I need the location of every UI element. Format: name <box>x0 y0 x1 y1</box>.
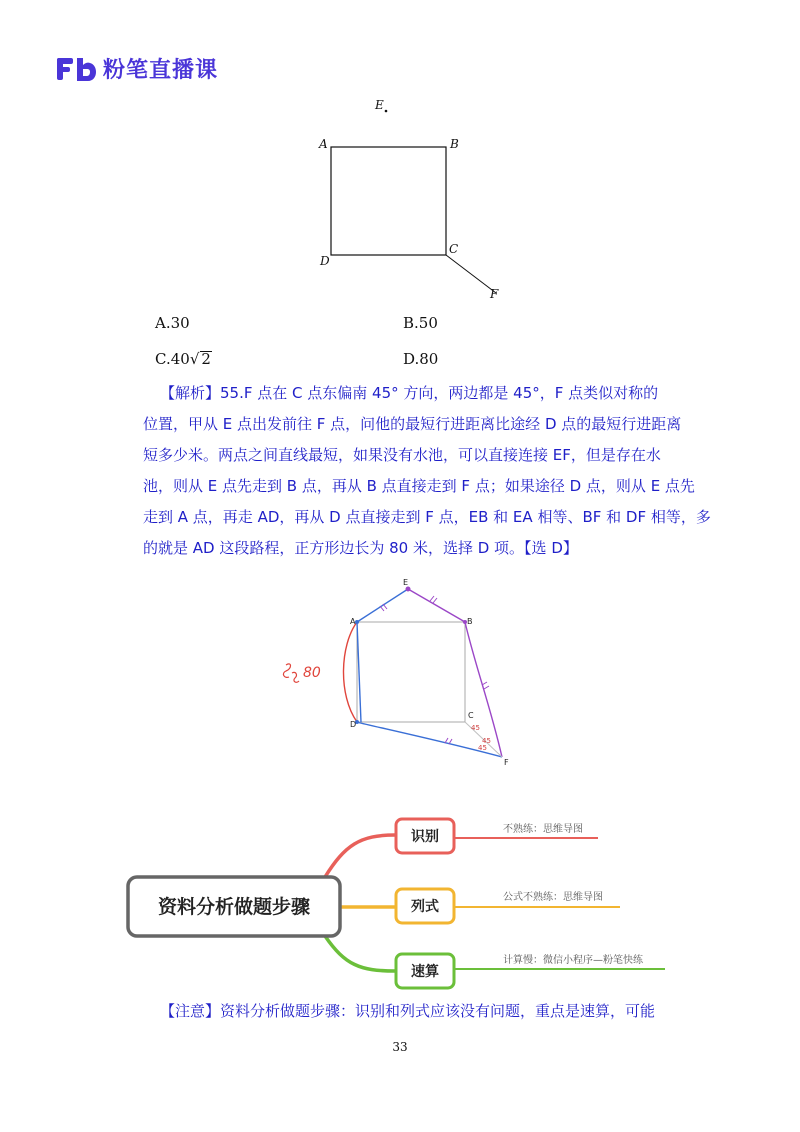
point-e <box>385 110 388 113</box>
path-ea <box>357 589 408 622</box>
note-paragraph: 【注意】资料分析做题步骤：识别和列式应该没有问题，重点是速算，可能 <box>160 1002 656 1020</box>
branch-label: 识别 <box>411 829 439 845</box>
branch-note: 公式不熟练：思维导图 <box>503 892 603 903</box>
label-f: F <box>490 287 499 301</box>
option-a: A.30 <box>155 314 190 332</box>
analysis-line: 短多少米。两点之间直线最短，如果没有水池，可以直接连接 EF，但是存在水 <box>143 446 661 464</box>
label-b: B <box>450 137 459 151</box>
branch-label: 列式 <box>411 899 439 915</box>
label-b: B <box>467 617 473 626</box>
label-d: D <box>350 720 357 729</box>
label-a: A <box>350 617 356 626</box>
analysis-line: 走到 A 点，再走 AD，再从 D 点直接走到 F 点，EB 和 EA 相等、BF 和 DF 相等，多 <box>143 508 711 526</box>
square-abcd <box>331 147 446 255</box>
path-ebf <box>408 589 502 757</box>
brand-logo <box>57 53 218 84</box>
analysis-line: 池，则从 E 点先走到 B 点，再从 B 点直接走到 F 点；如果途径 D 点，则从 E 点先 <box>143 477 695 495</box>
root-label: 资料分析做题步骤 <box>157 896 311 918</box>
mindmap <box>125 805 665 995</box>
connector-susuan <box>325 936 395 971</box>
point-e <box>406 587 411 592</box>
analysis-paragraph <box>143 378 711 564</box>
connector-shibie <box>325 835 395 877</box>
label-a: A <box>319 137 328 151</box>
segment-cf <box>446 255 496 293</box>
page-number: 33 <box>392 1040 408 1054</box>
angle-mark: 45 <box>482 737 491 745</box>
branch-note: 不熟练：思维导图 <box>503 824 583 835</box>
path-ad-blue <box>357 622 361 722</box>
branch-label: 速算 <box>411 964 439 980</box>
brand-name: 粉笔直播课 <box>103 58 219 83</box>
label-f: F <box>504 758 509 767</box>
angle-mark: 45 <box>471 724 480 732</box>
analysis-line: 【解析】55.F 点在 C 点东偏南 45° 方向，两边都是 45°，F 点类似对称的 <box>160 384 659 402</box>
option-c-radicand: 2 <box>201 350 211 368</box>
fb-logo-icon <box>57 56 97 82</box>
label-e: E <box>375 98 384 112</box>
label-d: D <box>320 254 330 268</box>
label-c: C <box>449 242 459 256</box>
branch-note: 计算慢：微信小程序—粉笔快练 <box>503 955 643 966</box>
option-c-prefix: C.40 <box>155 350 190 368</box>
option-b: B.50 <box>403 314 438 332</box>
handwritten-annotation: 80 <box>303 665 321 681</box>
annotated-solution-figure <box>270 575 530 770</box>
square-figure <box>300 90 520 305</box>
angle-mark: 45 <box>478 744 487 752</box>
square-outline <box>357 622 465 722</box>
analysis-line: 位置，甲从 E 点出发前往 F 点，问他的最短行进距离比途经 D 点的最短行进距离 <box>143 415 682 433</box>
option-c <box>155 350 212 368</box>
path-ad-red <box>343 622 357 722</box>
sqrt-symbol: √ <box>189 350 200 368</box>
handwritten-squiggle <box>283 664 299 682</box>
point-a <box>355 620 359 624</box>
label-c: C <box>468 711 474 720</box>
label-e: E <box>403 578 409 587</box>
option-d: D.80 <box>403 350 439 368</box>
analysis-line: 的就是 AD 这段路程，正方形边长为 80 米，选择 D 项。【选 D】 <box>143 539 578 557</box>
